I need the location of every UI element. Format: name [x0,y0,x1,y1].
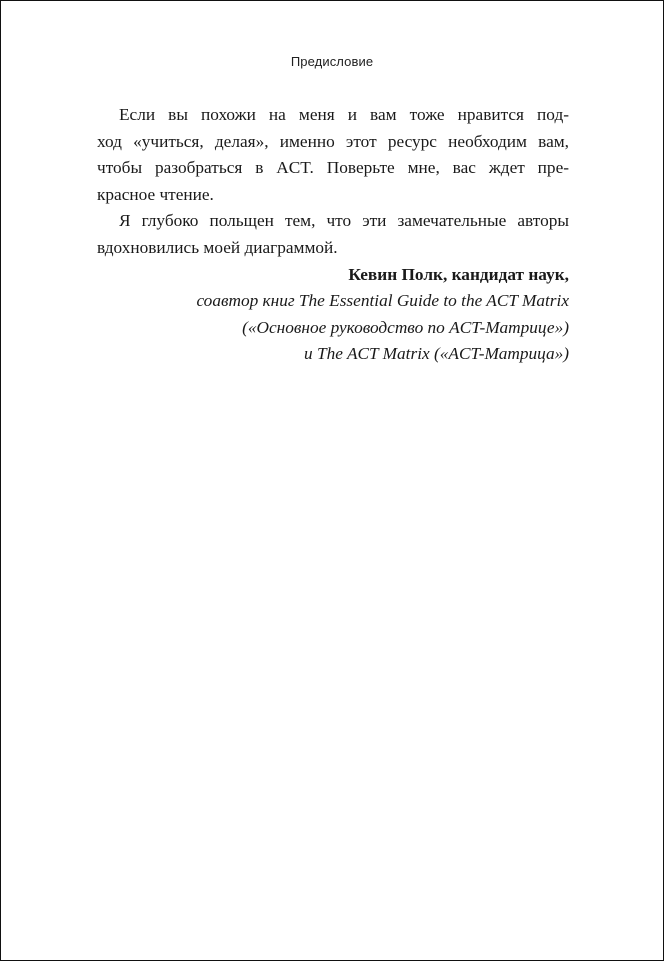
running-head: Предисловие [290,54,374,69]
foreword-text [97,102,569,368]
paragraph-1 [97,102,569,208]
text-line: Я глубоко польщен тем, что эти замечательные авторы [119,211,569,231]
text-line: чтобы разобраться в ACT. Поверьте мне, вас ждет пре- [97,158,569,178]
author-credit-line: и The ACT Matrix («ACT-Матрица») [304,344,569,364]
author-name: Кевин Полк, кандидат наук, [348,264,569,284]
signature-block [97,262,569,368]
text-line: Если вы похожи на меня и вам тоже нравится под- [119,105,569,124]
paragraph-2 [97,208,569,261]
text-line: красное чтение. [97,184,214,204]
author-credit-line: соавтор книг The Essential Guide to the ACT Matrix [196,291,569,311]
author-credit-line: («Основное руководство по ACT-Матрице») [242,317,569,337]
text-line: ход «учиться, делая», именно этот ресурс необходим вам, [97,131,569,151]
text-line: вдохновились моей диаграммой. [97,237,338,257]
